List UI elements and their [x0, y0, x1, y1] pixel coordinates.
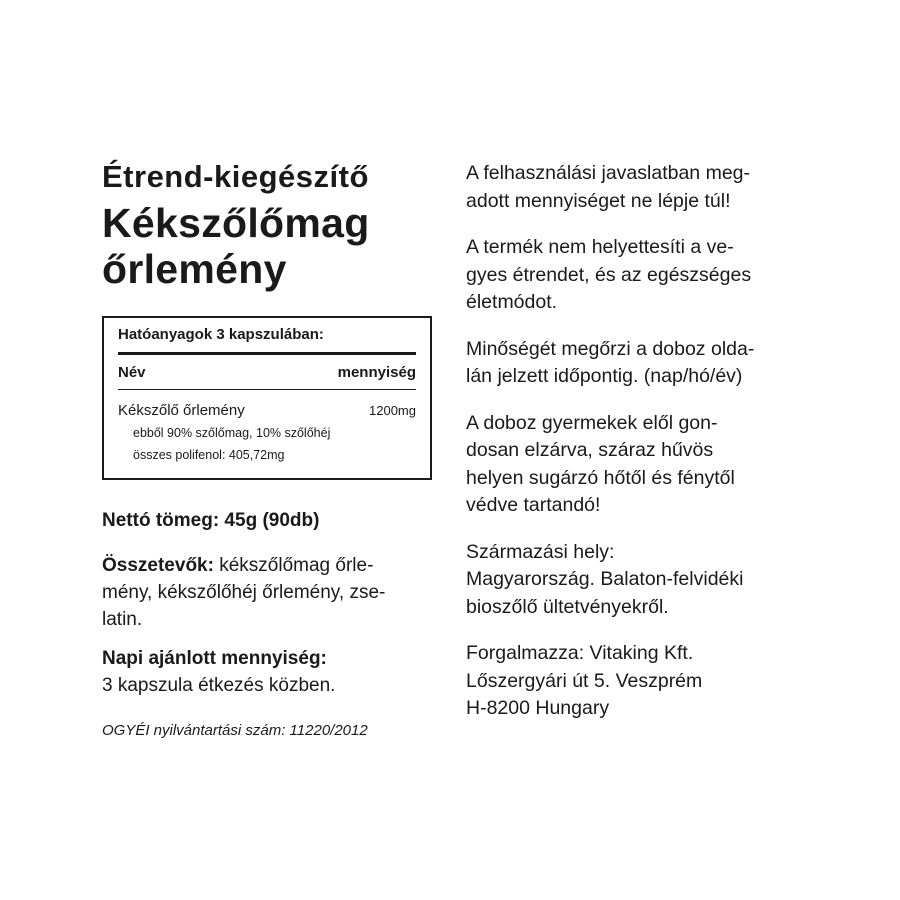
- storage-line-1: A doboz gyermekek elől gon-: [466, 411, 718, 434]
- warning-dosage-line-2: adott mennyiséget ne lépje túl!: [466, 189, 731, 212]
- daily-dose-text: 3 kapszula étkezés közben.: [102, 675, 336, 696]
- origin: [466, 539, 806, 622]
- storage-line-3: helyen sugárzó hőtől és fénytől: [466, 466, 735, 489]
- ingredient-row: [118, 400, 416, 422]
- ingredients-line-2: mény, kékszőlőhéj őrlemény, zse-: [102, 582, 386, 603]
- warning-diet-line-3: életmódot.: [466, 291, 558, 313]
- distributor-line-3: H-8200 Hungary: [466, 697, 610, 719]
- ingredient-sub-2: összes polifenol: 405,72mg: [133, 448, 285, 462]
- best-before-line-2: lán jelzett időpontig. (nap/hó/év): [466, 365, 743, 387]
- box-divider-thin: [118, 389, 416, 390]
- ingredients-paragraph: [102, 552, 442, 633]
- active-ingredients-box: [102, 316, 432, 480]
- origin-line-2: Magyarország. Balaton-felvidéki: [466, 568, 744, 590]
- origin-line-3: bioszőlő ültetvényekről.: [466, 595, 669, 618]
- column-name-header: Név: [118, 364, 146, 381]
- best-before: [466, 336, 806, 391]
- distributor-line-2: Lőszergyári út 5. Veszprém: [466, 669, 703, 692]
- warning-dosage: [466, 160, 806, 215]
- right-column: [466, 160, 806, 742]
- best-before-line-1: Minőségét megőrzi a doboz olda-: [466, 337, 755, 360]
- storage-line-4: védve tartandó!: [466, 494, 601, 516]
- warning-diet-line-1: A termék nem helyettesíti a ve-: [466, 236, 734, 258]
- storage-instructions: [466, 410, 806, 520]
- ingredients-line-1: kékszőlőmag őrle-: [213, 555, 374, 576]
- storage-line-2: dosan elzárva, száraz hűvös: [466, 439, 714, 461]
- ingredients-label: Összetevők:: [102, 555, 214, 576]
- daily-dose-label: Napi ajánlott mennyiség:: [102, 648, 327, 669]
- daily-dose-paragraph: [102, 645, 442, 699]
- box-divider-thick: [118, 352, 416, 355]
- warning-diet-line-2: gyes étrendet, és az egészséges: [466, 263, 752, 286]
- ingredient-qty: 1200mg: [369, 403, 416, 418]
- title-line-1: Kékszőlőmag: [102, 200, 370, 246]
- distributor: [466, 640, 806, 723]
- box-column-headers: [118, 361, 416, 385]
- left-column: [102, 158, 442, 741]
- box-header: Hatóanyagok 3 kapszulában:: [118, 326, 324, 343]
- origin-line-1: Származási hely:: [466, 540, 615, 563]
- ingredient-name: Kékszőlő őrlemény: [118, 402, 245, 419]
- ingredient-sub-1: ebből 90% szőlőmag, 10% szőlőhéj: [133, 426, 331, 440]
- warning-dosage-line-1: A felhasználási javaslatban meg-: [466, 162, 750, 184]
- net-weight: Nettó tömeg: 45g (90db): [102, 510, 320, 531]
- title-line-2: őrlemény: [102, 246, 287, 292]
- column-qty-header: mennyiség: [337, 364, 416, 381]
- warning-diet: [466, 234, 806, 317]
- product-title: [102, 200, 442, 292]
- ingredients-line-3: latin.: [102, 609, 143, 630]
- registration-number: OGYÉI nyilvántartási szám: 11220/2012: [102, 722, 368, 739]
- distributor-line-1: Forgalmazza: Vitaking Kft.: [466, 642, 694, 664]
- product-category: Étrend-kiegészítő: [102, 159, 369, 194]
